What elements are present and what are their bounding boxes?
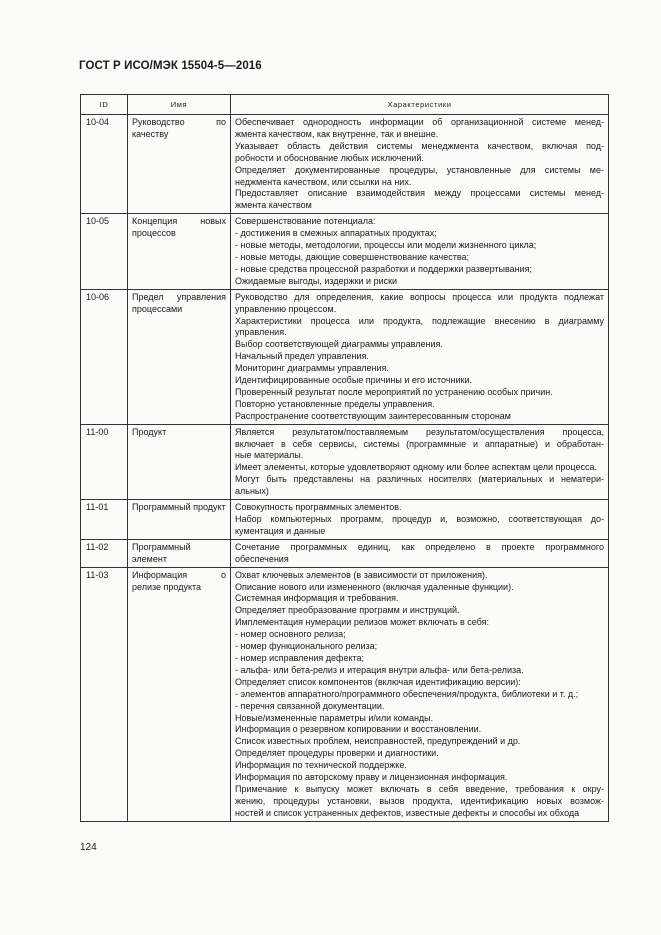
characteristic-line: Имплементация нумерации релизов может включать в себя: [235, 617, 490, 628]
characteristic-line: Определяет процедуры проверки и диагностики. [235, 748, 439, 759]
characteristic-line: кументация и данные [235, 525, 326, 536]
characteristic-line: Проверенный результат после мероприятий по устранению особых причин. [235, 386, 553, 397]
row-id: 11-01 [81, 500, 128, 540]
characteristic-line: Мониторинг диаграммы управления. [235, 363, 389, 374]
table-body [81, 115, 609, 822]
row-name: Продукт [128, 424, 231, 499]
table-row [81, 567, 609, 821]
characteristic-line: Примечание к выпуску может включать в себя введение, требования к окру- [235, 783, 604, 794]
characteristics-table [80, 94, 609, 822]
characteristic-line: Является результатом/поставляемым результатом/осуществления процесса, [235, 426, 604, 437]
row-id: 10-04 [81, 115, 128, 214]
characteristic-line: Указывает область действия системы менеджмента качеством, включая под- [235, 140, 604, 151]
row-characteristics [231, 539, 609, 567]
table-header-row [81, 95, 609, 115]
characteristic-line: Информация по технической поддержке. [235, 760, 407, 771]
table-row [81, 539, 609, 567]
table-row [81, 214, 609, 289]
characteristic-line: Обеспечивает однородность информации об организационной системе менед- [235, 117, 604, 127]
characteristic-line: - номер функционального релиза; [235, 641, 378, 652]
characteristic-line: - новые средства процессной разработки и поддержки развертывания; [235, 263, 533, 274]
table-row [81, 115, 609, 214]
row-name: Программный продукт [128, 500, 231, 540]
characteristic-line: - достижения в смежных аппаратных продуктах; [235, 228, 437, 239]
row-name: Информация о релизе продукта [128, 567, 231, 821]
characteristic-line: Характеристики процесса или продукта, подлежащие внесению в диаграмму [235, 315, 604, 326]
characteristic-line: Описание нового или измененного (включая удаленные функции). [235, 581, 514, 592]
characteristic-line: Определяет преобразование программ и инструкций. [235, 605, 460, 616]
row-characteristics [231, 289, 609, 424]
row-id: 10-06 [81, 289, 128, 424]
row-name: Руководство по качеству [128, 115, 231, 214]
characteristic-line: Определяет список компонентов (включая идентификацию версии): [235, 676, 521, 687]
table-row [81, 289, 609, 424]
characteristic-line: робности и обоснование любых исключений. [235, 152, 424, 163]
characteristic-line: обеспечения [235, 553, 289, 564]
characteristic-line: альных) [235, 486, 269, 497]
characteristic-line: включает в себя сервисы, системы (программные и аппаратные) и обработан- [235, 438, 604, 449]
characteristic-line: Определяет документированные процедуры, установленные для системы ме- [235, 164, 604, 175]
row-id: 10-05 [81, 214, 128, 289]
row-name: Концепция новых процессов [128, 214, 231, 289]
row-characteristics [231, 500, 609, 540]
characteristic-line: Начальный предел управления. [235, 351, 369, 362]
characteristic-line: жмента качеством [235, 200, 312, 211]
row-characteristics [231, 567, 609, 821]
characteristic-line: Предоставляет описание взаимодействия между процессами системы менед- [235, 188, 604, 199]
characteristic-line: - номер основного релиза; [235, 629, 346, 640]
characteristic-line: Совершенствование потенциала: [235, 216, 376, 227]
characteristic-line: - новые методы, методологии, процессы или модели жизненного цикла; [235, 240, 537, 251]
row-characteristics [231, 424, 609, 499]
characteristic-line: управления. [235, 327, 287, 338]
row-name: Программный элемент [128, 539, 231, 567]
characteristic-line: Ожидаемые выгоды, издержки и риски [235, 275, 398, 286]
characteristic-line: ностей и список устраненных дефектов, известные дефекты и способы их обхода [235, 807, 580, 818]
characteristic-line: жмента качеством, как внутренне, так и внешне. [235, 128, 439, 139]
characteristic-line: - перечня связанной документации. [235, 700, 385, 711]
characteristic-line: Совокупность программных элементов. [235, 502, 402, 513]
row-name: Предел управления процессами [128, 289, 231, 424]
characteristic-line: Системная информация и требования. [235, 593, 399, 604]
characteristic-line: неджмента качеством, или ссылки на них. [235, 176, 412, 187]
column-header-characteristics: Характеристики [231, 95, 609, 115]
characteristic-line: Набор компьютерных программ, процедур и, возможно, соответствующая до- [235, 514, 604, 524]
characteristic-line: ные материалы. [235, 450, 304, 461]
table-row [81, 500, 609, 540]
table-row [81, 424, 609, 499]
column-header-name: Имя [128, 95, 231, 115]
characteristic-line: Выбор соответствующей диаграммы управления. [235, 339, 443, 350]
characteristic-line: Список известных проблем, неисправностей, предупреждений и др. [235, 736, 521, 747]
characteristic-line: - элементов аппаратного/программного обеспечения/продукта, библиотеки и т. д.; [235, 688, 579, 699]
characteristic-line: Распространение соответствующим заинтересованным сторонам [235, 410, 511, 421]
characteristic-line: Повторно установленные пределы управления. [235, 398, 435, 409]
characteristic-line: жению, процедуры установки, вызов продукта, идентификацию новых возмож- [235, 795, 604, 806]
characteristic-line: Идентифицированные особые причины и его источники. [235, 375, 473, 386]
characteristic-line: Могут быть представлены на различных носителях (материальных и нематери- [235, 474, 604, 485]
row-id: 11-00 [81, 424, 128, 499]
characteristic-line: - альфа- или бета-релиз и итерация внутри альфа- или бета-релиза. [235, 664, 524, 675]
characteristic-line: - новые методы, дающие совершенствование качества; [235, 251, 470, 262]
row-characteristics [231, 214, 609, 289]
characteristic-line: управлению процессом. [235, 303, 337, 314]
characteristic-line: Информация по авторскому праву и лицензионная информация. [235, 772, 508, 783]
characteristic-line: Имеет элементы, которые удовлетворяют одному или более аспектам цели процесса. [235, 462, 597, 473]
row-id: 11-02 [81, 539, 128, 567]
row-characteristics [231, 115, 609, 214]
document-header: ГОСТ Р ИСО/МЭК 15504-5—2016 [79, 60, 262, 72]
row-id: 11-03 [81, 567, 128, 821]
characteristic-line: Сочетание программных единиц, как определено в проекте программного [235, 541, 604, 552]
characteristic-line: Охват ключевых элементов (в зависимости от приложения). [235, 569, 488, 580]
characteristic-line: Руководство для определения, какие вопросы процесса или продукта подлежат [235, 291, 604, 302]
characteristic-line: Информация о резервном копировании и восстановлении. [235, 724, 482, 735]
column-header-id: ID [81, 95, 128, 115]
characteristic-line: - номер исправления дефекта; [235, 652, 365, 663]
characteristic-line: Новые/измененные параметры и/или команды. [235, 712, 434, 723]
page-number: 124 [80, 842, 97, 853]
